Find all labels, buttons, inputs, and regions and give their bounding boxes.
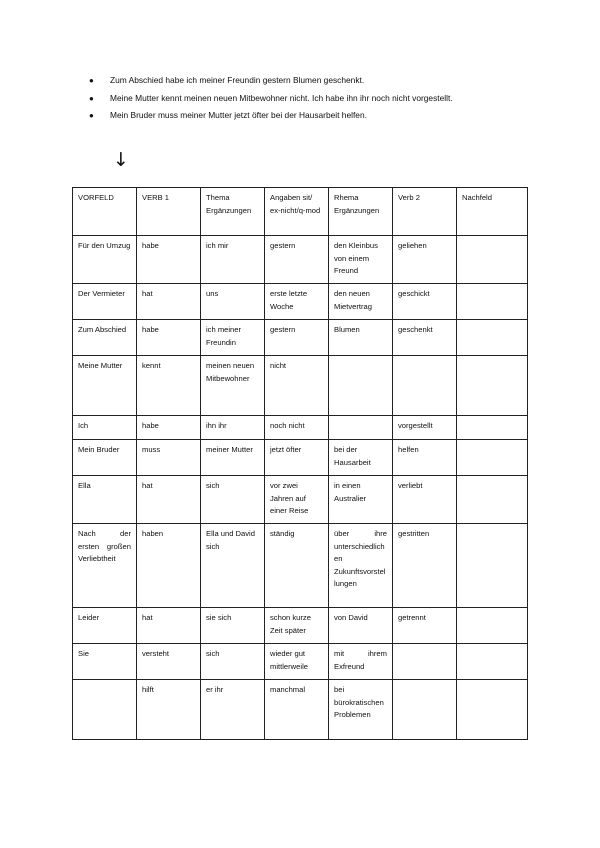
table-row (73, 416, 528, 440)
table-cell: ihn ihr (201, 416, 265, 440)
table-cell: ich meiner Freundin (201, 320, 265, 356)
table-cell (457, 320, 528, 356)
table-cell: Der Vermieter (73, 284, 137, 320)
table-cell: erste letzte Woche (265, 284, 329, 320)
table-cell: über ihre unterschiedlichen Zukunftsvorstellungen (329, 524, 393, 608)
table-cell (457, 236, 528, 284)
header-cell: Verb 2 (393, 188, 457, 236)
table-cell (457, 644, 528, 680)
table-cell: den Kleinbus von einem Freund (329, 236, 393, 284)
table-cell: schon kurze Zeit später (265, 608, 329, 644)
table-cell: noch nicht (265, 416, 329, 440)
table-cell: nicht (265, 356, 329, 416)
bullet-text: Mein Bruder muss meiner Mutter jetzt öfter bei der Hausarbeit helfen. (110, 110, 367, 120)
table-cell: meinen neuen Mitbewohner (201, 356, 265, 416)
table-cell: Sie (73, 644, 137, 680)
bullet-dot-icon: ● (89, 111, 94, 120)
header-cell: VORFELD (73, 188, 137, 236)
table-cell: gestern (265, 320, 329, 356)
table-cell: vor zwei Jahren auf einer Reise (265, 476, 329, 524)
table-cell: Blumen (329, 320, 393, 356)
table-cell (393, 680, 457, 740)
table-row (73, 236, 528, 284)
bullet-item (89, 107, 529, 125)
table-cell (457, 440, 528, 476)
table-cell: sich (201, 644, 265, 680)
table-cell: uns (201, 284, 265, 320)
table-cell: habe (137, 320, 201, 356)
table-cell: habe (137, 416, 201, 440)
down-arrow-icon: ↓ (113, 149, 129, 171)
table-row (73, 680, 528, 740)
header-cell: Angaben sit/ ex-nicht/q-mod (265, 188, 329, 236)
table-cell: vorgestellt (393, 416, 457, 440)
table-cell: Mein Bruder (73, 440, 137, 476)
table-cell: geschenkt (393, 320, 457, 356)
bullet-item (89, 72, 529, 90)
table-cell: Leider (73, 608, 137, 644)
bullet-item (89, 90, 529, 108)
table-cell (329, 416, 393, 440)
table-row (73, 524, 528, 608)
table-cell: habe (137, 236, 201, 284)
table-cell: Ich (73, 416, 137, 440)
table-cell: Ella (73, 476, 137, 524)
table-cell: bei bürokratischen Problemen (329, 680, 393, 740)
table-cell: hat (137, 608, 201, 644)
bullet-text: Zum Abschied habe ich meiner Freundin gestern Blumen geschenkt. (110, 75, 365, 85)
table-row (73, 284, 528, 320)
header-cell: VERB 1 (137, 188, 201, 236)
table-row (73, 608, 528, 644)
table-row (73, 644, 528, 680)
table-cell: gestern (265, 236, 329, 284)
table-cell: in einen Australier (329, 476, 393, 524)
table-cell (457, 284, 528, 320)
table-cell (457, 524, 528, 608)
table-cell: meiner Mutter (201, 440, 265, 476)
table-row (73, 356, 528, 416)
table-cell: haben (137, 524, 201, 608)
header-cell: Thema Ergänzungen (201, 188, 265, 236)
table-cell: hat (137, 476, 201, 524)
table-cell: geliehen (393, 236, 457, 284)
bullet-text: Meine Mutter kennt meinen neuen Mitbewohner nicht. Ich habe ihn ihr noch nicht vorgestellt. (110, 92, 453, 103)
table-header-row (73, 188, 528, 236)
table-cell: wieder gut mittlerweile (265, 644, 329, 680)
table-cell: gestritten (393, 524, 457, 608)
table-cell: helfen (393, 440, 457, 476)
table-cell (393, 644, 457, 680)
table-cell: mit ihrem Exfreund (329, 644, 393, 680)
table-cell: den neuen Mietvertrag (329, 284, 393, 320)
table-cell (393, 356, 457, 416)
table-cell: kennt (137, 356, 201, 416)
table-cell: sie sich (201, 608, 265, 644)
table-cell (329, 356, 393, 416)
table-cell: von David (329, 608, 393, 644)
header-cell: Rhema Ergänzungen (329, 188, 393, 236)
sentence-structure-table (72, 187, 528, 740)
table-cell: verliebt (393, 476, 457, 524)
table-cell: bei der Hausarbeit (329, 440, 393, 476)
table-row (73, 476, 528, 524)
table-cell (73, 680, 137, 740)
table-cell (457, 416, 528, 440)
table-cell: Zum Abschied (73, 320, 137, 356)
table-cell: hat (137, 284, 201, 320)
table-cell: Für den Umzug (73, 236, 137, 284)
table-cell: Ella und David sich (201, 524, 265, 608)
table-cell: er ihr (201, 680, 265, 740)
header-cell: Nachfeld (457, 188, 528, 236)
table-cell (457, 476, 528, 524)
table-cell: getrennt (393, 608, 457, 644)
table-row (73, 320, 528, 356)
table-cell: geschickt (393, 284, 457, 320)
table-cell: jetzt öfter (265, 440, 329, 476)
table-cell: hilft (137, 680, 201, 740)
table-cell: muss (137, 440, 201, 476)
bullet-dot-icon: ● (89, 93, 94, 103)
table-cell: Nach der ersten großen Verliebtheit (73, 524, 137, 608)
table-cell (457, 608, 528, 644)
table-cell (457, 356, 528, 416)
table-cell: Meine Mutter (73, 356, 137, 416)
table-cell: sich (201, 476, 265, 524)
table-row (73, 440, 528, 476)
table-cell (457, 680, 528, 740)
table-cell: ich mir (201, 236, 265, 284)
table-cell: manchmal (265, 680, 329, 740)
bullet-list (89, 72, 529, 125)
table-cell: versteht (137, 644, 201, 680)
bullet-dot-icon: ● (89, 76, 94, 85)
table-cell: ständig (265, 524, 329, 608)
